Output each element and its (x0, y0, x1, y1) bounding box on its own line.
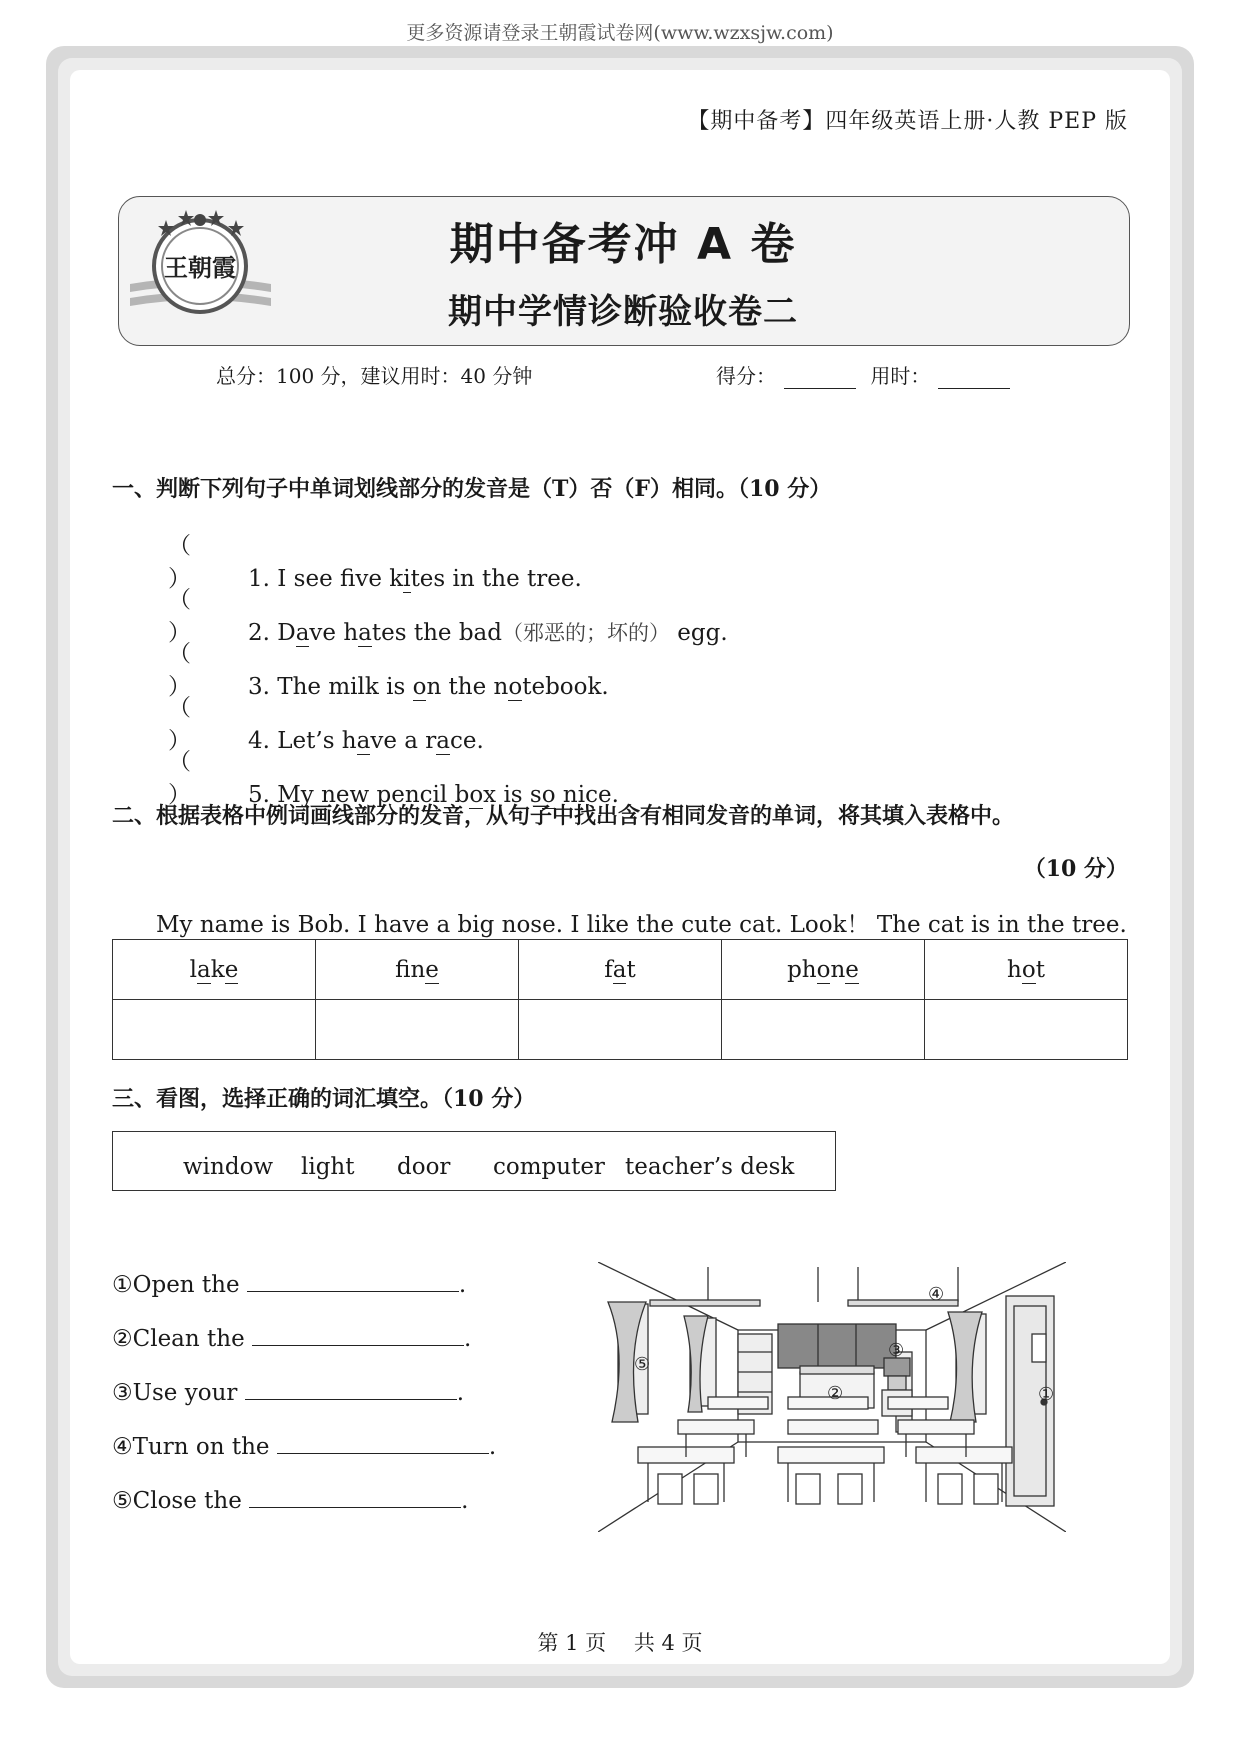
fill-item-3: ③Use your . (112, 1377, 464, 1406)
section2-passage: My name is Bob. I have a big nose. I like the cute cat. Look！ The cat is in the tree. (156, 912, 1127, 938)
answer-paren[interactable]: （） (168, 695, 191, 754)
score-fields (716, 360, 1018, 389)
section2-heading: 二、根据表格中例词画线部分的发音，从句子中找出含有相同发音的单词，将其填入表格中。 (112, 803, 1015, 829)
answer-paren[interactable]: （） (168, 587, 191, 646)
answer-paren[interactable]: （） (168, 749, 191, 808)
page-footer: 第 1 页 共 4 页 (537, 1631, 703, 1655)
score-info: 总分：100 分，建议用时：40 分钟 (216, 364, 533, 388)
example-word-hot: hot (925, 940, 1128, 1000)
fill-blank[interactable] (252, 1323, 464, 1346)
fill-blank[interactable] (249, 1485, 461, 1508)
website-note: 更多资源请登录王朝霞试卷网(www.wzxsjw.com) (406, 22, 834, 44)
example-word-fat: fat (519, 940, 722, 1000)
time-blank[interactable] (938, 370, 1010, 389)
fill-item-5: ⑤Close the . (112, 1485, 468, 1514)
label-window-marker: ⑤ (634, 1354, 651, 1375)
fill-blank[interactable] (245, 1377, 457, 1400)
fill-item-4: ④Turn on the . (112, 1431, 496, 1460)
question-5: （） 5. My new pencil box is so nice. (168, 743, 619, 809)
fill-blank[interactable] (247, 1269, 459, 1292)
word-door: door (397, 1154, 451, 1180)
logo-text: 王朝霞 (164, 253, 236, 282)
example-word-lake: lake (113, 940, 316, 1000)
word-computer: computer (493, 1154, 605, 1180)
example-word-phone: phone (722, 940, 925, 1000)
label-computer-marker: ③ (888, 1340, 905, 1361)
question-3: （） 3. The milk is on the notebook. (168, 635, 609, 701)
answer-cell[interactable] (519, 1000, 722, 1060)
label-door-marker: ① (1038, 1384, 1055, 1405)
label-light-marker: ④ (928, 1284, 945, 1305)
series-label: 【期中备考】四年级英语上册·人教 PEP 版 (687, 109, 1128, 134)
question-1: （） 1. I see fve kites in the tree. (168, 527, 582, 593)
label-desk-marker: ② (827, 1383, 844, 1404)
answer-paren[interactable]: （） (168, 641, 191, 700)
question-2: （） 2. Dave hates the bad（邪恶的；坏的） egg. (168, 581, 728, 647)
score-label: 得分： (716, 364, 776, 388)
answer-row (113, 1000, 1128, 1060)
word-teachers-desk: teacher’s desk (625, 1154, 795, 1180)
fill-item-1: ①Open the . (112, 1269, 466, 1298)
sound-table (112, 939, 1128, 1060)
score-blank[interactable] (784, 370, 856, 389)
fill-blank[interactable] (277, 1431, 489, 1454)
section2-points: （10 分） (1023, 856, 1128, 882)
answer-paren[interactable]: （） (168, 533, 191, 592)
section3-heading: 三、看图，选择正确的词汇填空。（10 分） (112, 1086, 536, 1112)
question-4: （） 4. Let’s have a race. (168, 689, 484, 755)
sub-title: 期中学情诊断验收卷二 (448, 292, 798, 332)
word-window: window (183, 1154, 274, 1180)
word-bank (112, 1131, 836, 1191)
classroom-illustration (598, 1262, 1066, 1532)
answer-cell[interactable] (925, 1000, 1128, 1060)
example-word-fine: fne (316, 940, 519, 1000)
answer-cell[interactable] (316, 1000, 519, 1060)
section1-heading: 一、判断下列句子中单词划线部分的发音是（T）否（F）相同。（10 分） (112, 476, 832, 502)
answer-cell[interactable] (113, 1000, 316, 1060)
word-light: light (301, 1154, 355, 1180)
example-row (113, 940, 1128, 1000)
answer-cell[interactable] (722, 1000, 925, 1060)
fill-item-2: ②Clean the . (112, 1323, 471, 1352)
time-label: 用时： (870, 364, 931, 388)
main-title: 期中备考冲 A 卷 (449, 219, 797, 270)
